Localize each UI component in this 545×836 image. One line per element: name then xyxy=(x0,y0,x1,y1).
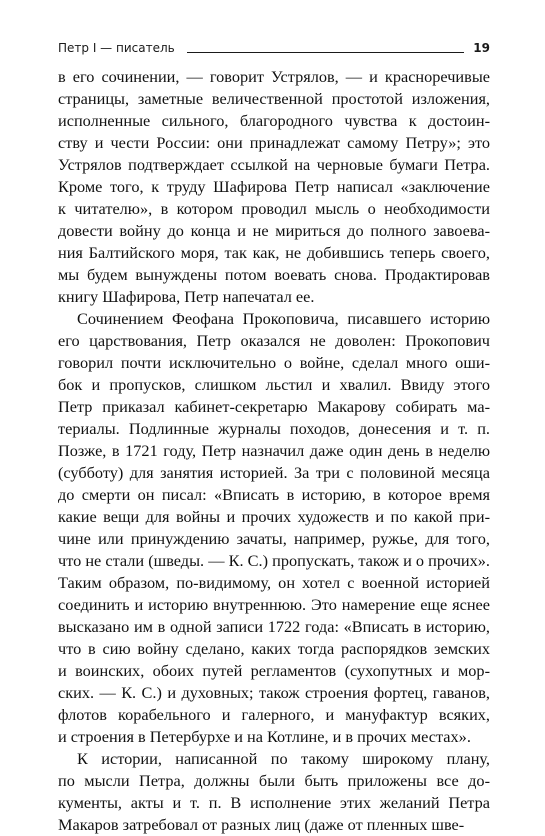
text-line: страницы, заметные величественной простотой изложения, xyxy=(58,89,490,108)
text-line: Петр приказал кабинет-секретарю Макарову собирать ма- xyxy=(58,397,490,416)
text-line: Кроме того, к труду Шафирова Петр написал «заключение xyxy=(58,177,490,196)
text-line: ству и чести России: они принадлежат самому Петру»; это xyxy=(58,133,490,152)
text-line: териалы. Подлинные журналы походов, донесения и т. п. xyxy=(58,419,490,438)
running-title: Петр I — писатель xyxy=(58,41,175,55)
text-line: какие вещи для войны и прочих художеств и по какой при- xyxy=(58,507,490,526)
text-line: флотов корабельного и галерного, и мануфактур всяких, xyxy=(58,705,490,724)
text-line: высказано им в одной записи 1722 года: «Вписать в историю, xyxy=(58,617,490,636)
text-line: до смерти он писал: «Вписать в историю, в которое время xyxy=(58,485,490,504)
text-line: его царствования, Петр оказался не доволен: Прокопович xyxy=(58,331,490,350)
paragraph xyxy=(58,66,490,308)
running-header xyxy=(58,41,490,59)
text-line: по мысли Петра, должны были быть приложены все до- xyxy=(58,771,490,790)
text-line: что в сию войну сделано, каких тогда распорядков земских xyxy=(58,639,490,658)
text-line: К истории, написанной по такому широкому плану, xyxy=(77,749,490,768)
text-line: Макаров затребовал от разных лиц (даже от пленных шве- xyxy=(58,815,465,834)
text-line: чине или принуждению зачаты, например, ружье, для того, xyxy=(58,529,490,548)
text-line: и воинских, обоих путей регламентов (сухопутных и мор- xyxy=(58,661,490,680)
text-line: ских. — К. С.) и духовных; також строения фортец, гаванов, xyxy=(58,683,490,702)
text-line: (субботу) для занятия историей. За три с половиной месяца xyxy=(58,463,490,482)
text-line: довести войну до конца и не мириться до полного завоева- xyxy=(58,221,490,240)
paragraph xyxy=(58,748,490,836)
page-number: 19 xyxy=(473,41,490,55)
text-line: бок и пропусков, слишком льстил и хвалил. Ввиду этого xyxy=(58,375,490,394)
text-line: Устрялов подтверждает ссылкой на черновые бумаги Петра. xyxy=(58,155,490,174)
text-line: исполненные сильного, благородного чувства к достоин- xyxy=(58,111,490,130)
text-line: к читателю», в котором проводил мысль о необходимости xyxy=(58,199,490,218)
text-line: в его сочинении, — говорит Устрялов, — и красноречивые xyxy=(58,67,490,86)
text-line: мы будем вынуждены потом воевать снова. Продактировав xyxy=(58,265,490,284)
text-line: Сочинением Феофана Прокоповича, писавшего историю xyxy=(77,309,490,328)
paragraph xyxy=(58,308,490,748)
text-line: книгу Шафирова, Петр напечатал ее. xyxy=(58,287,315,306)
text-line: соединить и историю внутреннюю. Это намерение еще яснее xyxy=(58,595,490,614)
text-line: говорил почти исключительно о войне, сделал много оши- xyxy=(58,353,490,372)
header-rule xyxy=(187,52,464,53)
text-line: и строения в Петербурхе и на Котлине, и в прочих местах». xyxy=(58,727,471,746)
body-text xyxy=(58,66,490,836)
text-line: ния Балтийского моря, так как, не добившись теперь своего, xyxy=(58,243,490,262)
text-line: Таким образом, по-видимому, он хотел с военной историей xyxy=(58,573,490,592)
text-line: Позже, в 1721 году, Петр назначил даже один день в неделю xyxy=(58,441,490,460)
text-line: что не стали (шведы. — К. С.) пропускать, також и о прочих». xyxy=(58,551,490,570)
text-line: кументы, акты и т. п. В исполнение этих желаний Петра xyxy=(58,793,490,812)
